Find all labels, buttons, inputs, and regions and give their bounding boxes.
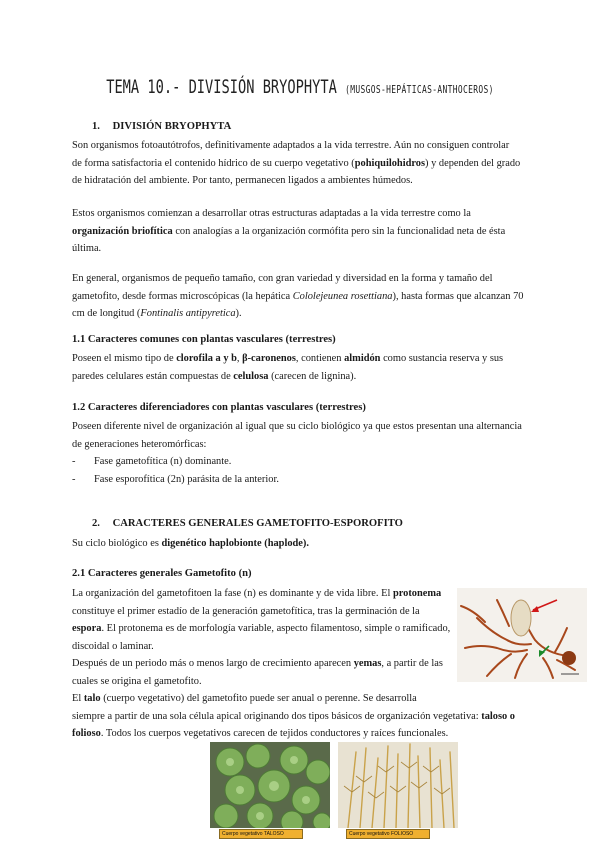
subsection-1-2-body <box>72 418 537 488</box>
section-2-heading <box>92 518 403 529</box>
text-line: constituye el primer estadío de la generación gametofítica, tras la germinación de la <box>72 605 420 617</box>
text-line: cm de longitud (Fontinalis antipyretica). <box>72 308 242 319</box>
text-line: de generaciones heteromórficas: <box>72 438 207 450</box>
text-line: Son organismos fotoautótrofos, definitivamente adaptados a la vida terrestre. Aún no consiguen controlar <box>72 140 510 151</box>
section-2-number: 2. <box>92 518 100 529</box>
list-item: - Fase esporofítica (2n) parásita de la anterior. <box>72 473 279 485</box>
text-line: última. <box>72 243 102 254</box>
text-line: folioso. Todos los cuerpos vegetativos carecen de tejidos conductores y raíces funcionales. <box>72 728 449 739</box>
protonema-image <box>457 588 587 682</box>
thalloid-caption: Cuerpo vegetativo TALOSO <box>219 829 303 839</box>
subsection-1-1-body <box>72 350 532 385</box>
text-line: gametofito, desde formas microscópicas (la hepática Cololejeunea rosettiana), hasta formas que alcanzan 70 <box>72 290 524 302</box>
text-line: Estos organismos comienzan a desarrollar otras estructuras adaptadas a la vida terrestre como la <box>72 208 471 219</box>
text-line: de forma satisfactoria el contenido hídrico de su cuerpo vegetativo (pohiquilohidros) y dependen del grado <box>72 157 521 169</box>
text-line: Poseen diferente nivel de organización al igual que su ciclo biológico ya que estos presentan una alternancia <box>72 421 522 432</box>
section-2-title: CARACTERES GENERALES GAMETOFITO-ESPOROFITO <box>112 518 403 529</box>
foliose-caption: Cuerpo vegetativo FOLIOSO <box>346 829 430 839</box>
subsection-1-2-heading: 1.2 Caracteres diferenciadores con plantas vasculares (terrestres) <box>72 402 366 413</box>
section-1-number: 1. <box>92 121 100 132</box>
section-1-title: DIVISIÓN BRYOPHYTA <box>112 121 232 132</box>
text-line: Después de un periodo más o menos largo de crecimiento aparecen yemas, a partir de las <box>72 658 443 669</box>
text-line: Poseen el mismo tipo de clorofila a y b, β-caronenos, contienen almidón como sustancia reserva y sus <box>72 353 504 364</box>
section-1-paragraph-2 <box>72 205 532 258</box>
foliose-moss-image <box>338 742 458 828</box>
section-2-body: Su ciclo biológico es digenético haplobionte (haplode). <box>72 538 309 549</box>
section-1-paragraph-1 <box>72 137 532 190</box>
thalloid-liverwort-image <box>210 742 330 828</box>
subsection-2-1-heading: 2.1 Caracteres generales Gametofito (n) <box>72 568 252 579</box>
title-main: TEMA 10.- DIVISIÓN BRYOPHYTA <box>106 76 337 98</box>
subsection-1-1-heading: 1.1 Caracteres comunes con plantas vasculares (terrestres) <box>72 334 336 345</box>
text-line: siempre a partir de una sola célula apical originando dos tipos básicos de organización vegetativa: taloso o <box>72 710 516 722</box>
text-line: espora. El protonema es de morfología variable, aspecto filamentoso, simple o ramificado, <box>72 623 451 634</box>
section-1-heading <box>92 121 231 132</box>
text-line: El talo (cuerpo vegetativo) del gametofito puede ser anual o perenne. Se desarrolla <box>72 693 417 704</box>
text-line: En general, organismos de pequeño tamaño, con gran variedad y diversidad en la forma y tamaño del <box>72 273 493 284</box>
text-line: de hidratación del ambiente. Por tanto, permanecen ligados a ambientes húmedos. <box>72 175 413 186</box>
text-line: cuales se origina el gametofito. <box>72 675 202 687</box>
section-1-paragraph-3 <box>72 270 532 323</box>
page-title <box>84 76 516 98</box>
text-line: organización briofítica con analogías a la organización cormófita pero sin la funcionalidad neta de ésta <box>72 225 506 237</box>
text-line: paredes celulares están compuestas de celulosa (carecen de lignina). <box>72 370 357 382</box>
title-sub: (MUSGOS-HEPÁTICAS-ANTHOCEROS) <box>345 83 494 96</box>
text-line: La organización del gametofitoen la fase (n) es dominante y de vida libre. El protonema <box>72 588 442 599</box>
text-line: discoidal o laminar. <box>72 640 154 652</box>
list-item: - Fase gametofítica (n) dominante. <box>72 456 232 467</box>
